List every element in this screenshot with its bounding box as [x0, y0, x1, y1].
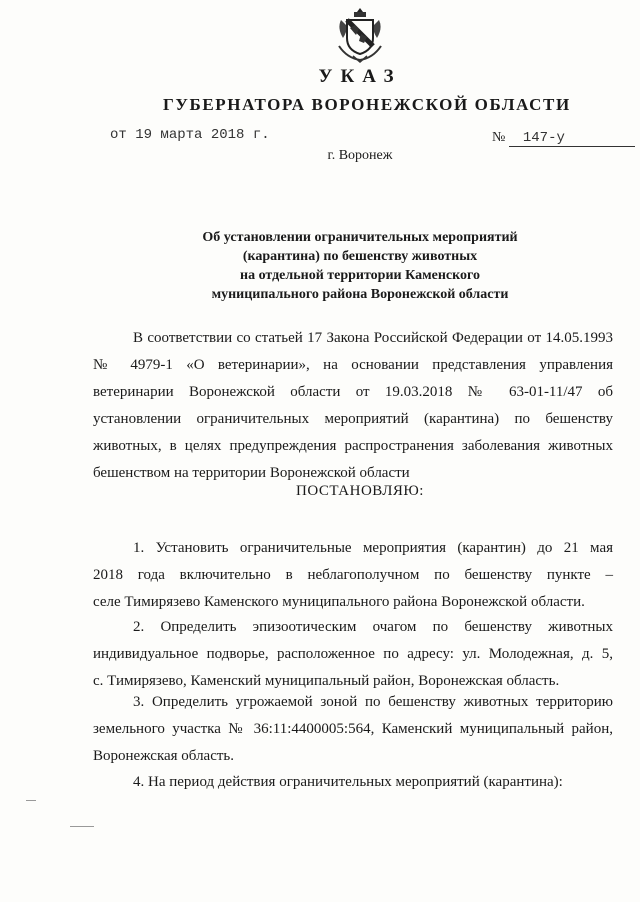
- scan-mark: [70, 826, 94, 827]
- heading-line: Об установлении ограничительных мероприятий: [202, 230, 518, 245]
- item-line: 2. Определить эпизоотическим очагом по бешенству животных: [133, 619, 613, 635]
- preamble-line: животных, в целях предупреждения распространения заболевания животных: [93, 438, 613, 454]
- heading-line: муниципального района Воронежской области: [211, 287, 509, 302]
- city-line: г. Воронеж: [327, 148, 393, 163]
- heading-line: на отдельной территории Каменского: [240, 268, 480, 283]
- issuer-subtitle: ГУБЕРНАТОРА ВОРОНЕЖСКОЙ ОБЛАСТИ: [163, 95, 571, 114]
- resolution-heading: ПОСТАНОВЛЯЮ:: [296, 483, 424, 499]
- scan-mark: [26, 800, 36, 801]
- document-date: 19 марта 2018 г.: [135, 127, 270, 143]
- date-prefix: от: [110, 127, 127, 143]
- item-line: с. Тимирязево, Каменский муниципальный район, Воронежская область.: [93, 673, 560, 689]
- preamble-line: ветеринарии Воронежской области от 19.03.2018 № 63-01-11/47 об: [93, 384, 613, 400]
- preamble-line: № 4979-1 «О ветеринарии», на основании представления управления: [93, 357, 613, 373]
- number-prefix: №: [492, 130, 506, 145]
- preamble-line: установлении ограничительных мероприятий (карантина) по бешенству: [93, 411, 613, 427]
- preamble-line: В соответствии со статьей 17 Закона Российской Федерации от 14.05.1993: [133, 330, 613, 346]
- preamble-paragraph: [93, 325, 613, 487]
- item-1-paragraph: [93, 535, 613, 616]
- preamble-line: бешенством на территории Воронежской области: [93, 465, 410, 481]
- item-3-paragraph: [93, 689, 613, 770]
- item-line: селе Тимирязево Каменского муниципального района Воронежской области.: [93, 594, 585, 610]
- item-line: 1. Установить ограничительные мероприятия (карантин) до 21 мая: [133, 540, 613, 556]
- coat-of-arms-emblem: [335, 6, 385, 64]
- item-line: индивидуальное подворье, расположенное по адресу: ул. Молодежная, д. 5,: [93, 646, 613, 662]
- item-4-paragraph: [93, 769, 613, 796]
- item-2-paragraph: [93, 614, 613, 695]
- item-line: земельного участка № 36:11:4400005:564, Каменский муниципальный район,: [93, 721, 613, 737]
- number-line: [492, 130, 635, 147]
- item-line: 3. Определить угрожаемой зоной по бешенству животных территорию: [133, 694, 613, 710]
- date-line: [110, 127, 270, 143]
- item-line: 2018 года включительно в неблагополучном по бешенству пункте –: [93, 567, 613, 583]
- item-line: 4. На период действия ограничительных мероприятий (карантина):: [133, 774, 563, 790]
- heading-line: (карантина) по бешенству животных: [242, 249, 478, 264]
- document-number: 147-у: [509, 130, 635, 147]
- item-line: Воронежская область.: [93, 748, 235, 764]
- document-heading: [140, 228, 580, 304]
- document-type-title: УКАЗ: [318, 66, 402, 87]
